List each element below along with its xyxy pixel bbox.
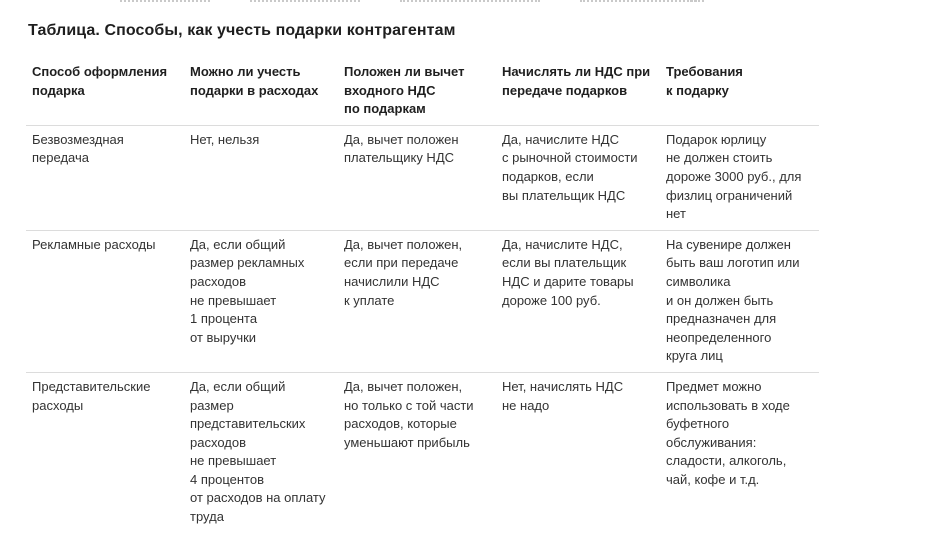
gifts-table	[26, 56, 819, 533]
cell-requirements: Подарок юрлицу не должен стоить дороже 3000 руб., для физлиц ограничений нет	[660, 125, 819, 230]
cell-vat: Да, начислите НДС с рыночной стоимости подарков, если вы плательщик НДС	[496, 125, 660, 230]
cell-deduction: Да, вычет положен, но только с той части расходов, которые уменьшают прибыль	[338, 372, 496, 532]
table-header-row	[26, 56, 819, 125]
cropped-text-remnant	[0, 0, 950, 6]
cell-method: Безвозмездная передача	[26, 125, 184, 230]
table-row	[26, 230, 819, 372]
column-header-expenses: Можно ли учесть подарки в расходах	[190, 64, 319, 98]
cell-method: Рекламные расходы	[26, 230, 184, 372]
table-row	[26, 372, 819, 532]
column-header-method: Способ оформления подарка	[32, 64, 168, 98]
column-header-vat: Начислять ли НДС при передаче подарков	[502, 64, 651, 98]
cell-expenses: Нет, нельзя	[184, 125, 338, 230]
cell-vat: Нет, начислять НДС не надо	[496, 372, 660, 532]
cell-requirements: На сувенире должен быть ваш логотип или символика и он должен быть предназначен для неопределенного круга лиц	[660, 230, 819, 372]
cell-method: Представительские расходы	[26, 372, 184, 532]
cell-expenses: Да, если общий размер представительских расходов не превышает 4 процентов от расходов на оплату труда	[184, 372, 338, 532]
table-row	[26, 125, 819, 230]
cell-vat: Да, начислите НДС, если вы плательщик НДС и дарите товары дороже 100 руб.	[496, 230, 660, 372]
column-header-requirements: Требования к подарку	[666, 64, 743, 98]
column-header-deduction: Положен ли вычет входного НДС по подаркам	[344, 64, 465, 117]
cell-deduction: Да, вычет положен, если при передаче начислили НДС к уплате	[338, 230, 496, 372]
table-title: Таблица. Способы, как учесть подарки контрагентам	[28, 22, 456, 39]
cell-expenses: Да, если общий размер рекламных расходов не превышает 1 процента от выручки	[184, 230, 338, 372]
cell-requirements: Предмет можно использовать в ходе буфетного обслуживания: сладости, алкоголь, чай, кофе и т.д.	[660, 372, 819, 532]
cell-deduction: Да, вычет положен плательщику НДС	[338, 125, 496, 230]
